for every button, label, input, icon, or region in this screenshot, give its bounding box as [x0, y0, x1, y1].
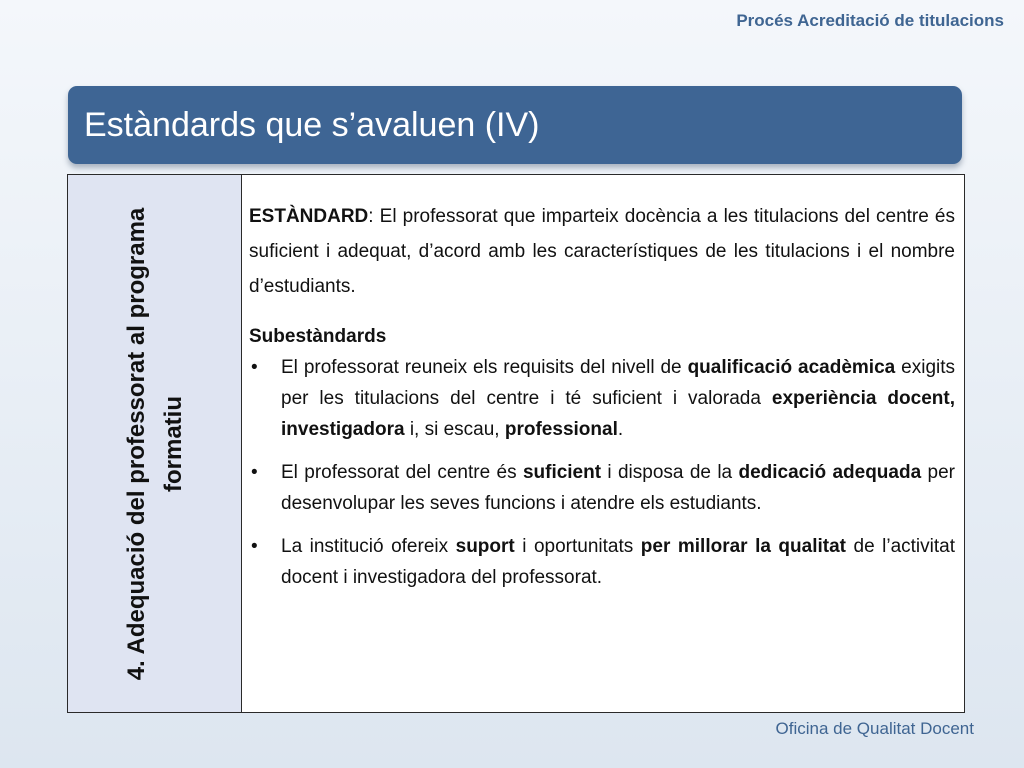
text-run: per desenvolupar les seves funcions i atendre els estudiants.	[281, 462, 955, 514]
text-run-bold: dedicació adequada	[738, 462, 922, 483]
side-label: 4. Adequació del professorat al programa formatiu	[122, 207, 187, 680]
text-run: El professorat reuneix els requisits del nivell de	[281, 357, 688, 378]
text-run: i, si escau,	[404, 419, 505, 440]
text-run: de l’activitat docent i investigadora del professorat.	[281, 536, 955, 588]
slide-title-bar	[68, 86, 962, 164]
bullet-icon: •	[251, 357, 258, 378]
standard-text: : El professorat que imparteix docència a les titulacions del centre és suficient i adequat, d’acord amb les característiques de les titulacions i el nombre d’estudiants.	[249, 206, 955, 297]
text-run-bold: suficient	[522, 462, 602, 483]
text-run: El professorat del centre és	[281, 462, 523, 483]
standard-paragraph	[249, 199, 955, 304]
slide-title: Estàndards que s’avaluen (IV)	[84, 105, 540, 144]
text-run-bold: suport	[455, 536, 515, 557]
side-cell	[68, 175, 242, 712]
text-run: i oportunitats	[514, 536, 641, 557]
list-item-text	[281, 457, 955, 519]
text-run-bold: per millorar la qualitat	[640, 536, 846, 557]
footer-text: Oficina de Qualitat Docent	[775, 719, 974, 738]
bullet-icon: •	[251, 462, 258, 483]
text-run: i disposa de la	[601, 462, 739, 483]
standard-label: ESTÀNDARD	[249, 206, 369, 227]
text-run-bold: qualificació acadèmica	[687, 357, 896, 378]
text-run: .	[617, 419, 624, 440]
list-item-text	[281, 352, 955, 445]
list-item-text	[281, 531, 955, 593]
list-item	[249, 352, 955, 445]
content-table	[67, 174, 965, 713]
list-item	[249, 457, 955, 519]
text-run-bold: experiència docent, investigadora	[281, 388, 955, 440]
text-run: exigits per les titulacions del centre i té suficient i valorada	[281, 357, 956, 409]
header-title: Procés Acreditació de titulacions	[736, 11, 1004, 30]
list-item	[249, 531, 955, 593]
main-cell	[242, 175, 964, 712]
text-run-bold: professional	[504, 419, 618, 440]
substandards-list	[249, 352, 955, 593]
text-run: La institució ofereix	[281, 536, 456, 557]
substandards-heading: Subestàndards	[249, 326, 387, 347]
bullet-icon: •	[251, 536, 258, 557]
